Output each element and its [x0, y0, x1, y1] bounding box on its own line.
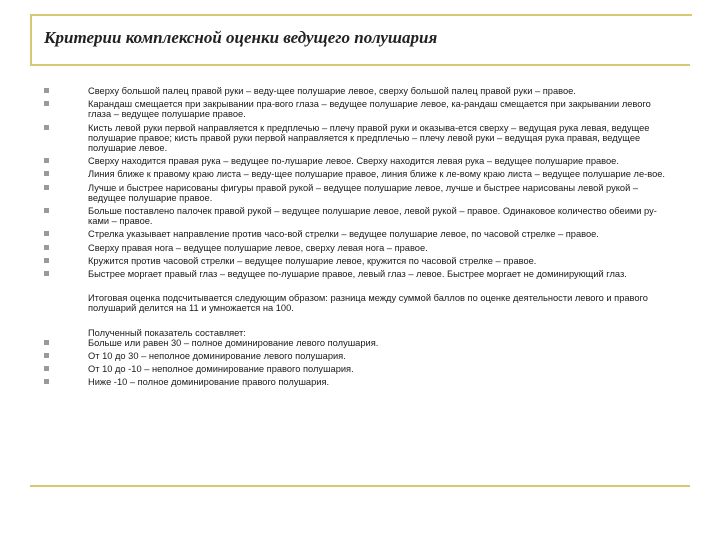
bullet-square-icon — [44, 258, 49, 263]
result-text: Ниже -10 – полное доминирование правого полушария. — [88, 377, 330, 388]
result-text: Больше или равен 30 – полное доминирование левого полушария. — [88, 337, 379, 348]
bullet-square-icon — [44, 158, 49, 163]
bullet-square-icon — [44, 88, 49, 93]
bullet-square-icon — [44, 353, 49, 358]
bullet-square-icon — [44, 208, 49, 213]
criteria-item — [44, 269, 674, 279]
criteria-text: Линия ближе к правому краю листа – веду-щее полушарие правое, линия ближе к ле-вому краю листа – ведущее полушарие ле-вое. — [88, 169, 665, 180]
bottom-divider — [30, 485, 690, 487]
criteria-text: Быстрее моргает правый глаз – ведущее по-лушарие правое, левый глаз – левое. Быстрее моргает не доминирующий глаз. — [88, 269, 627, 280]
bullet-square-icon — [44, 231, 49, 236]
bullet-square-icon — [44, 366, 49, 371]
bullet-square-icon — [44, 185, 49, 190]
result-intro: Полученный показатель составляет: — [88, 327, 246, 338]
result-item — [44, 364, 674, 374]
title-divider — [30, 64, 690, 66]
criteria-item — [44, 169, 674, 179]
result-text: От 10 до 30 – неполное доминирование левого полушария. — [88, 351, 346, 362]
result-item — [44, 377, 674, 387]
criteria-item — [44, 229, 674, 239]
criteria-item — [44, 206, 674, 226]
criteria-text: Больше поставлено палочек правой рукой – ведущее полушарие левое, левой рукой – правое. Одинаковое количество обеими ру-ками – правое. — [88, 206, 657, 227]
bullet-square-icon — [44, 271, 49, 276]
bullet-square-icon — [44, 125, 49, 130]
criteria-item — [44, 256, 674, 266]
criteria-item — [44, 183, 674, 203]
criteria-text: Кружится против часовой стрелки – ведущее полушарие левое, кружится по часовой стрелке – правое. — [88, 255, 537, 266]
criteria-item — [44, 86, 674, 96]
criteria-list — [44, 86, 674, 279]
bullet-square-icon — [44, 340, 49, 345]
criteria-item — [44, 243, 674, 253]
result-text: От 10 до -10 – неполное доминирование правого полушария. — [88, 364, 354, 375]
bullet-square-icon — [44, 379, 49, 384]
bullet-square-icon — [44, 171, 49, 176]
criteria-item — [44, 123, 674, 154]
result-item — [44, 351, 674, 361]
slide-content — [44, 86, 674, 391]
criteria-text: Сверху правая нога – ведущее полушарие левое, сверху левая нога – правое. — [88, 242, 428, 253]
criteria-text: Карандаш смещается при закрывании пра-вого глаза – ведущее полушарие левое, ка-рандаш смещается при закрывании левого глаза – ведущее полушарие правое. — [88, 99, 651, 120]
summary-paragraph: Итоговая оценка подсчитывается следующим образом: разница между суммой баллов по оценке деятельности левого и правого полушарий делится на 11 и умножается на 100. — [88, 293, 648, 314]
criteria-text: Сверху находится правая рука – ведущее по-лушарие левое. Сверху находится левая рука – ведущее полушарие правое. — [88, 156, 619, 167]
result-item — [44, 338, 674, 348]
slide-title: Критерии комплексной оценки ведущего полушария — [44, 28, 438, 47]
bullet-square-icon — [44, 245, 49, 250]
criteria-text: Кисть левой руки первой направляется к предплечью – плечу правой руки и оказыва-ется сверху – ведущая рука левая, ведущее полушарие правое; кисть правой руки первой направляется к предплечью – плечу левой руки – ведущая рука правая, ведущее полушарие левое. — [88, 122, 650, 154]
criteria-item — [44, 156, 674, 166]
results-list — [44, 338, 674, 388]
criteria-text: Стрелка указывает направление против часо-вой стрелки – ведущее полушарие левое, по часовой стрелке – правое. — [88, 229, 599, 240]
criteria-text: Сверху большой палец правой руки – веду-щее полушарие левое, сверху большой палец правой руки – правое. — [88, 86, 576, 96]
criteria-item — [44, 99, 674, 119]
criteria-text: Лучше и быстрее нарисованы фигуры правой рукой – ведущее полушарие левое, лучше и быстрее нарисованы левой рукой – ведущее полушарие правое. — [88, 182, 639, 203]
bullet-square-icon — [44, 101, 49, 106]
